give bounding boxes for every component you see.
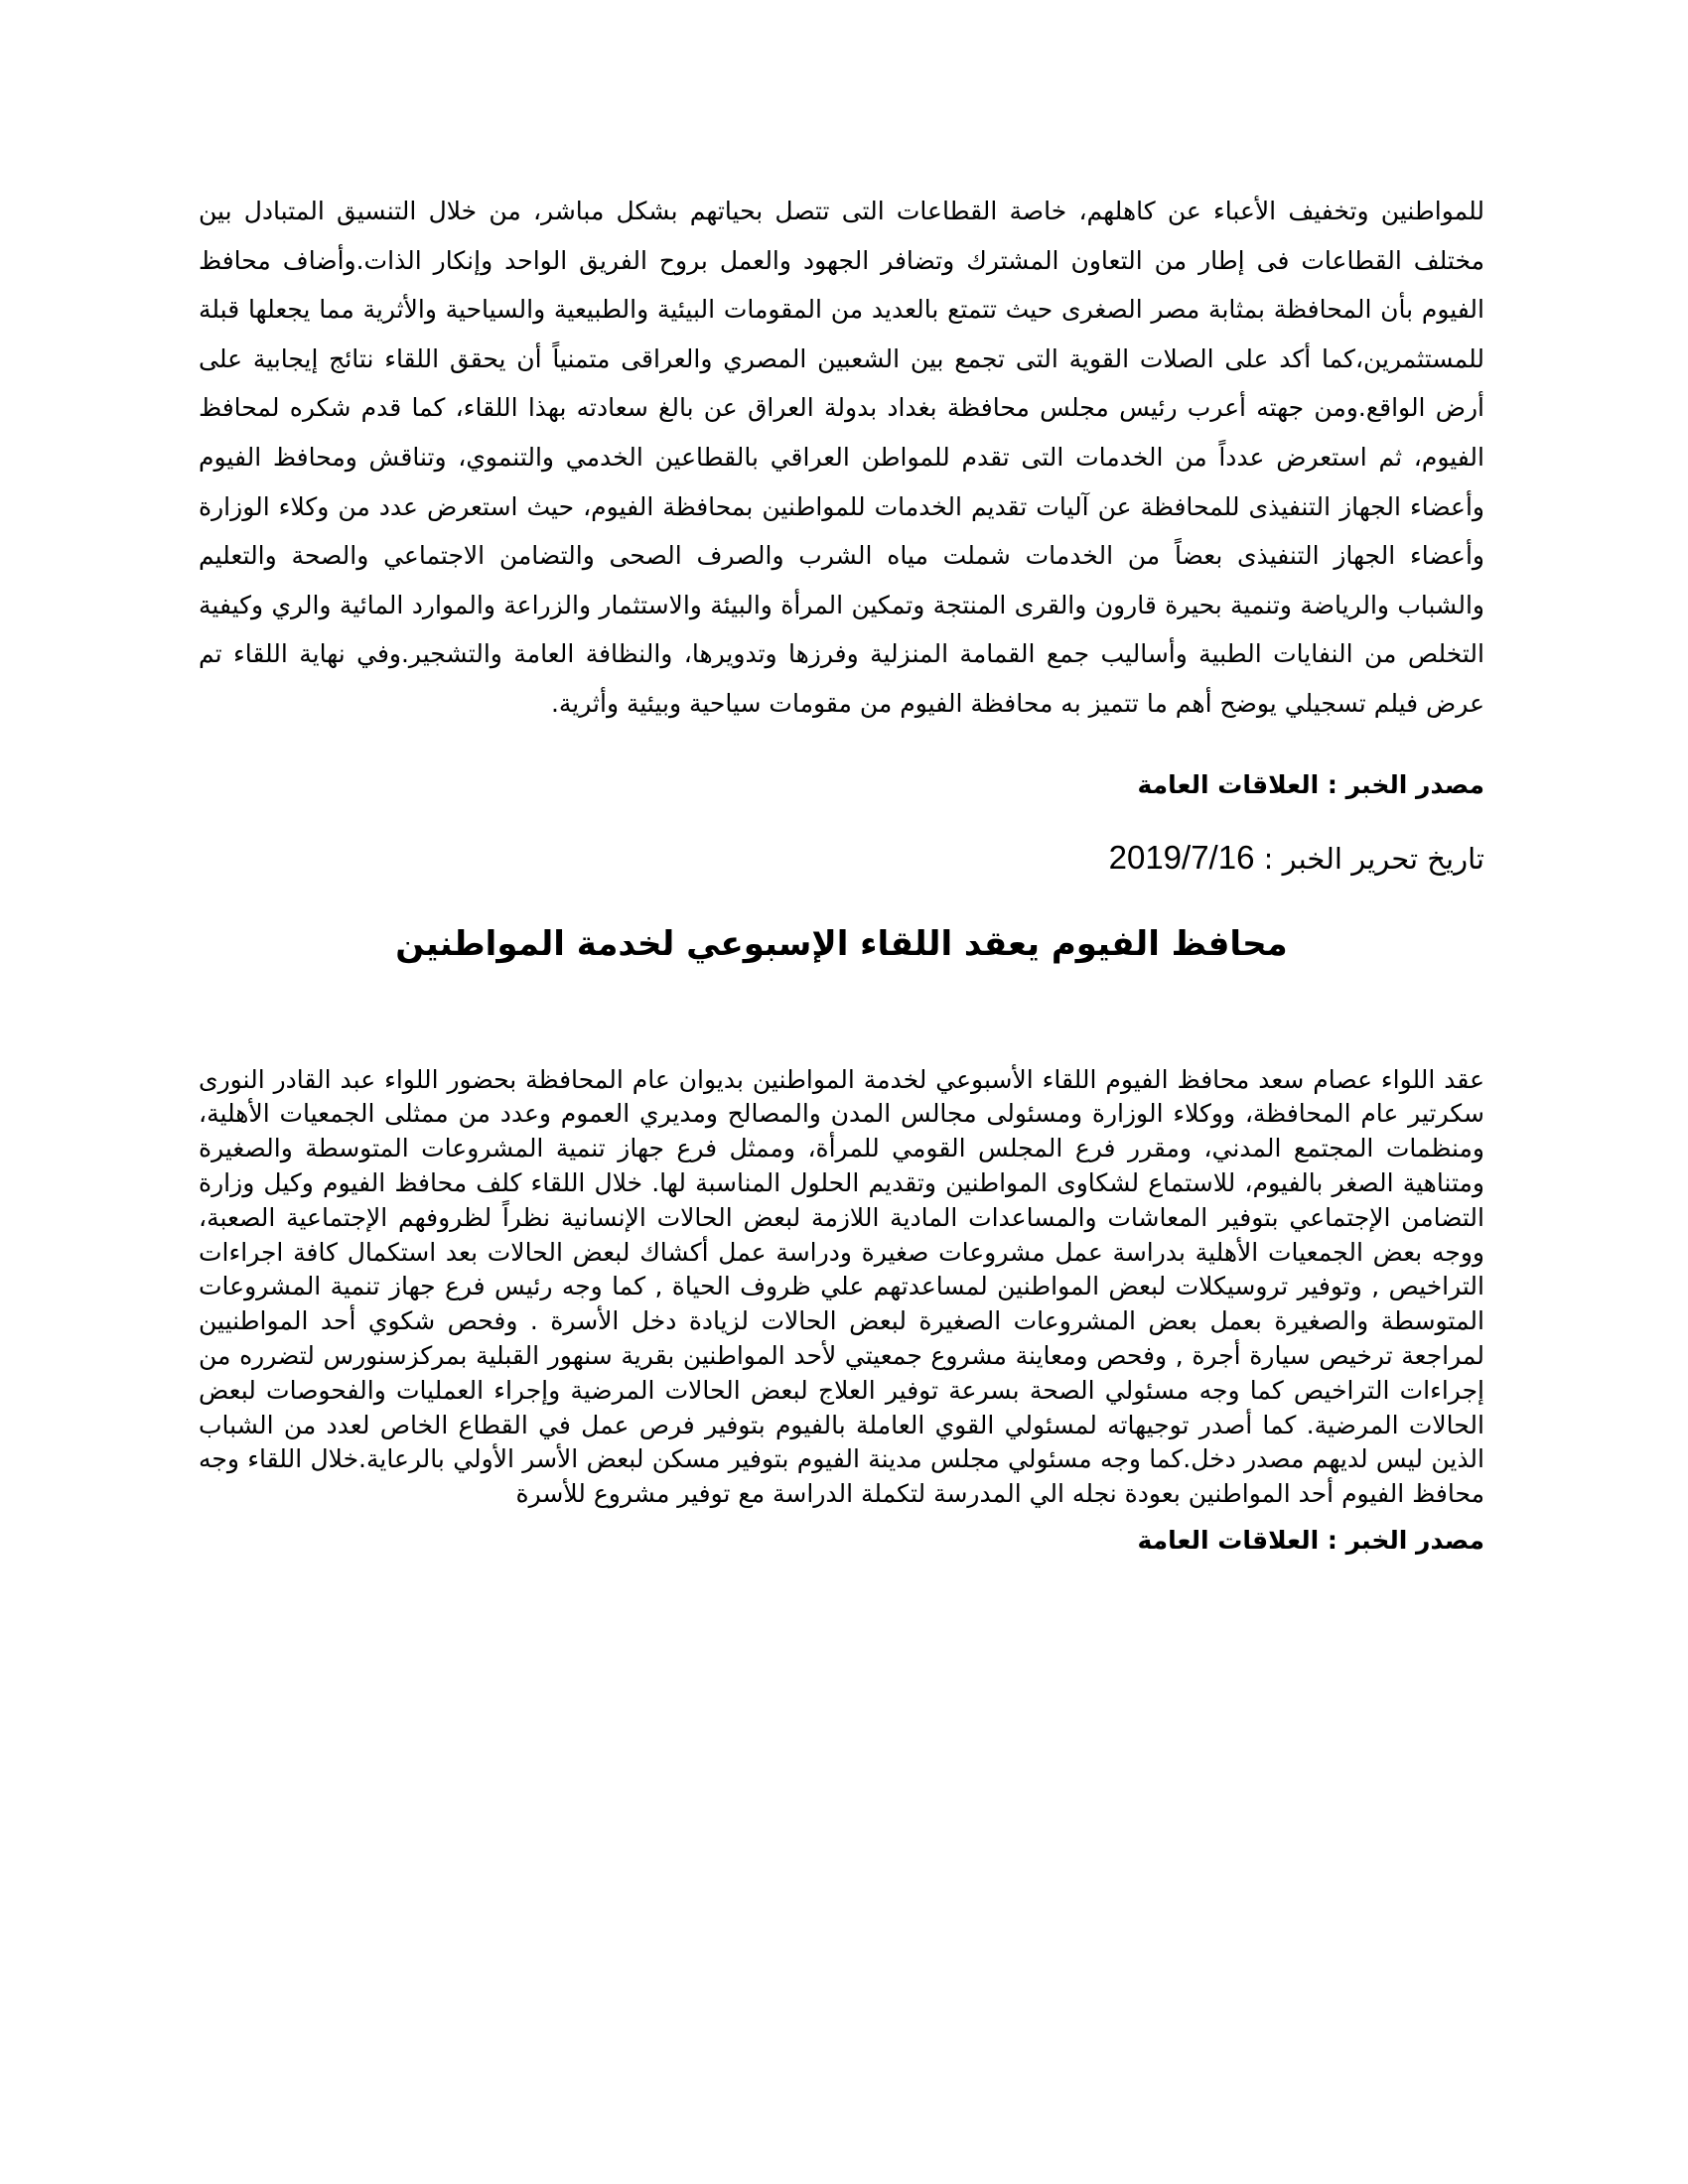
article-1-date	[199, 839, 1484, 877]
article-2-body: عقد اللواء عصام سعد محافظ الفيوم اللقاء الأسبوعي لخدمة المواطنين بديوان عام المحافظة بحضور اللواء عبد القادر النورى سكرتير عام المحافظة، ووكلاء الوزارة ومسئولى مجالس المدن والمصالح ومديري العموم وعدد من ممثلى الجمعيات الأهلية، ومنظمات المجتمع المدني، ومقرر فرع المجلس القومي للمرأة، وممثل فرع جهاز تنمية المشروعات المتوسطة والصغيرة ومتناهية الصغر بالفيوم، للاستماع لشكاوى المواطنين وتقديم الحلول المناسبة لها. خلال اللقاء كلف محافظ الفيوم وكيل وزارة التضامن الإجتماعي بتوفير المعاشات والمساعدات المادية اللازمة لبعض الحالات الإنسانية نظراً لظروفهم الإجتماعية الصعبة، ووجه بعض الجمعيات الأهلية بدراسة عمل مشروعات صغيرة ودراسة عمل أكشاك لبعض الحالات بعد استكمال كافة اجراءات التراخيص , وتوفير تروسيكلات لبعض المواطنين لمساعدتهم علي ظروف الحياة , كما وجه رئيس فرع جهاز تنمية المشروعات المتوسطة والصغيرة بعمل بعض المشروعات الصغيرة لبعض الحالات لزيادة دخل الأسرة . وفحص شكوي أحد المواطنيين لمراجعة ترخيص سيارة أجرة , وفحص ومعاينة مشروع جمعيتي لأحد المواطنين بقرية سنهور القبلية بمركزسنورس لتضرره من إجراءات التراخيص كما وجه مسئولي الصحة بسرعة توفير العلاج لبعض الحالات المرضية وإجراء العمليات والفحوصات لبعض الحالات المرضية. كما أصدر توجيهاته لمسئولي القوي العاملة بالفيوم بتوفير فرص عمل في القطاع الخاص لعدد من الشباب الذين ليس لديهم مصدر دخل.كما وجه مسئولي مجلس مدينة الفيوم بتوفير مسكن لبعض الأسر الأولي بالرعاية.خلال اللقاء وجه محافظ الفيوم أحد المواطنين بعودة نجله الي المدرسة لتكملة الدراسة مع توفير مشروع للأسرة	[199, 1064, 1484, 1509]
article-1-source: مصدر الخبر : العلاقات العامة	[1137, 769, 1484, 799]
article-1-date-label: تاريخ تحرير الخبر :	[1254, 841, 1484, 876]
article-2-title: محافظ الفيوم يعقد اللقاء الإسبوعي لخدمة المواطنين	[395, 923, 1288, 964]
article-2-source: مصدر الخبر : العلاقات العامة	[1137, 1525, 1484, 1555]
article-1-date-value: 2019/7/16	[1108, 838, 1255, 876]
article-1-body: للمواطنين وتخفيف الأعباء عن كاهلهم، خاصة القطاعات التى تتصل بحياتهم بشكل مباشر، من خلال التنسيق المتبادل بين مختلف القطاعات فى إطار من التعاون المشترك وتضافر الجهود والعمل بروح الفريق الواحد وإنكار الذات.وأضاف محافظ الفيوم بأن المحافظة بمثابة مصر الصغرى حيث تتمتع بالعديد من المقومات البيئية والطبيعية والسياحية والأثرية مما يجعلها قبلة للمستثمرين،كما أكد على الصلات القوية التى تجمع بين الشعبين المصري والعراقى متمنياً أن يحقق اللقاء نتائج إيجابية على أرض الواقع.ومن جهته أعرب رئيس مجلس محافظة بغداد بدولة العراق عن بالغ سعادته بهذا اللقاء، كما قدم شكره لمحافظ الفيوم، ثم استعرض عدداً من الخدمات التى تقدم للمواطن العراقي بالقطاعين الخدمي والتنموي، وتناقش ومحافظ الفيوم وأعضاء الجهاز التنفيذى للمحافظة عن آليات تقديم الخدمات للمواطنين بمحافظة الفيوم، حيث استعرض عدد من وكلاء الوزارة وأعضاء الجهاز التنفيذى بعضاً من الخدمات شملت مياه الشرب والصرف الصحى والتضامن الاجتماعي والصحة والتعليم والشباب والرياضة وتنمية بحيرة قارون والقرى المنتجة وتمكين المرأة والبيئة والاستثمار والزراعة والموارد المائية والري وكيفية التخلص من النفايات الطبية وأساليب جمع القمامة المنزلية وفرزها وتدويرها، والنظافة العامة والتشجير.وفي نهاية اللقاء تم عرض فيلم تسجيلي يوضح أهم ما تتميز به محافظة الفيوم من مقومات سياحية وبيئية وأثرية.	[199, 197, 1484, 718]
